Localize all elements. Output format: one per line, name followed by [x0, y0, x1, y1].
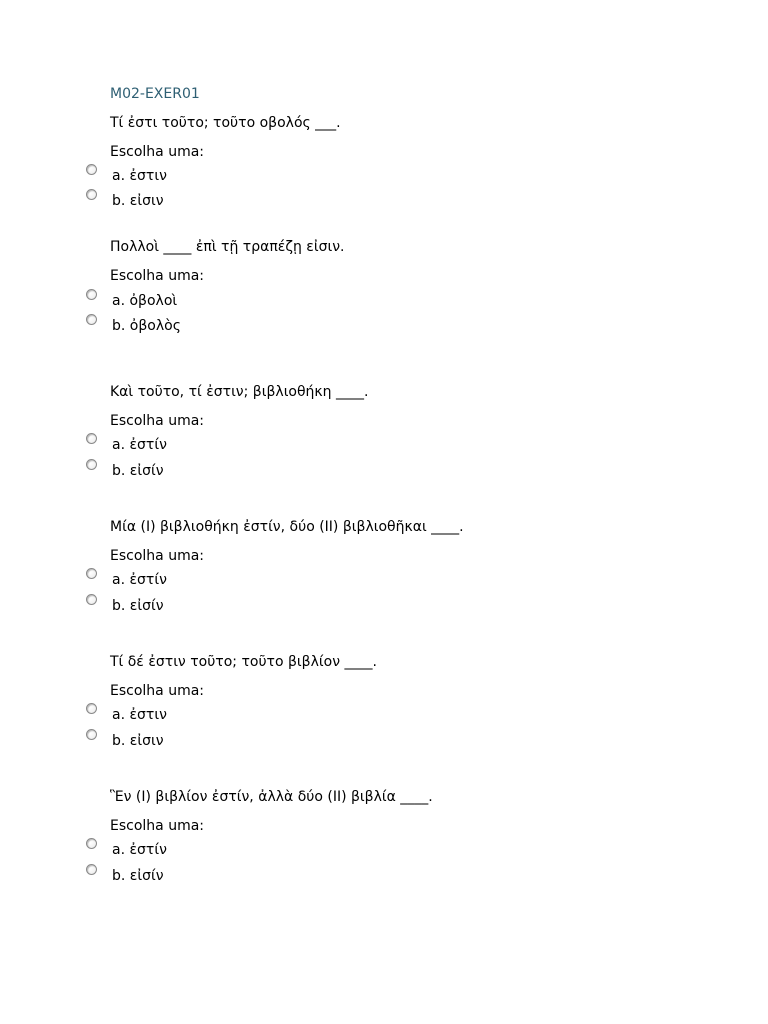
- option-b[interactable]: [86, 729, 386, 753]
- question-text: Τί δέ ἐστιν τοῦτο; τοῦτο βιβλίον ____.: [110, 654, 377, 670]
- option-a[interactable]: [86, 838, 386, 862]
- option-label[interactable]: a. ἐστίν: [112, 437, 167, 453]
- option-label[interactable]: b. εἰσίν: [112, 463, 164, 479]
- option-label[interactable]: b. εἰσίν: [112, 868, 164, 884]
- option-a[interactable]: [86, 433, 386, 457]
- option-b[interactable]: [86, 314, 386, 338]
- choose-one-label: Escolha uma:: [110, 268, 205, 284]
- radio-button[interactable]: [86, 864, 97, 875]
- option-a[interactable]: [86, 568, 386, 592]
- option-label[interactable]: b. εἰσιν: [112, 193, 164, 209]
- page-title: M02-EXER01: [110, 86, 200, 102]
- question-text: Τί ἐστι τοῦτο; τοῦτο οβολός ___.: [110, 115, 341, 131]
- option-b[interactable]: [86, 864, 386, 888]
- radio-button[interactable]: [86, 459, 97, 470]
- option-label[interactable]: b. εἰσίν: [112, 598, 164, 614]
- question-text: Πολλοὶ ____ ἐπὶ τῇ τραπέζῃ εἰσιν.: [110, 239, 345, 255]
- option-label[interactable]: a. ἐστιν: [112, 168, 167, 184]
- choose-one-label: Escolha uma:: [110, 548, 205, 564]
- radio-button[interactable]: [86, 729, 97, 740]
- option-b[interactable]: [86, 594, 386, 618]
- option-b[interactable]: [86, 189, 386, 213]
- option-label[interactable]: b. ὀβολὸς: [112, 318, 181, 334]
- option-label[interactable]: a. ἐστίν: [112, 842, 167, 858]
- radio-button[interactable]: [86, 594, 97, 605]
- choose-one-label: Escolha uma:: [110, 144, 205, 160]
- question-text: Καὶ τοῦτο, τί ἐστιν; βιβλιοθήκη ____.: [110, 384, 369, 400]
- option-b[interactable]: [86, 459, 386, 483]
- radio-button[interactable]: [86, 568, 97, 579]
- option-label[interactable]: a. ὀβολοὶ: [112, 293, 178, 309]
- question-text: Ἓν (I) βιβλίον ἐστίν, ἀλλὰ δύο (II) βιβλία ____.: [110, 789, 433, 805]
- radio-button[interactable]: [86, 433, 97, 444]
- choose-one-label: Escolha uma:: [110, 683, 205, 699]
- option-a[interactable]: [86, 164, 386, 188]
- option-label[interactable]: b. εἰσιν: [112, 733, 164, 749]
- choose-one-label: Escolha uma:: [110, 818, 205, 834]
- option-a[interactable]: [86, 289, 386, 313]
- option-a[interactable]: [86, 703, 386, 727]
- choose-one-label: Escolha uma:: [110, 413, 205, 429]
- option-label[interactable]: a. ἐστίν: [112, 572, 167, 588]
- radio-button[interactable]: [86, 289, 97, 300]
- radio-button[interactable]: [86, 189, 97, 200]
- radio-button[interactable]: [86, 164, 97, 175]
- radio-button[interactable]: [86, 838, 97, 849]
- option-label[interactable]: a. ἐστιν: [112, 707, 167, 723]
- radio-button[interactable]: [86, 314, 97, 325]
- question-text: Μία (I) βιβλιοθήκη ἐστίν, δύο (II) βιβλιοθῆκαι ____.: [110, 519, 464, 535]
- radio-button[interactable]: [86, 703, 97, 714]
